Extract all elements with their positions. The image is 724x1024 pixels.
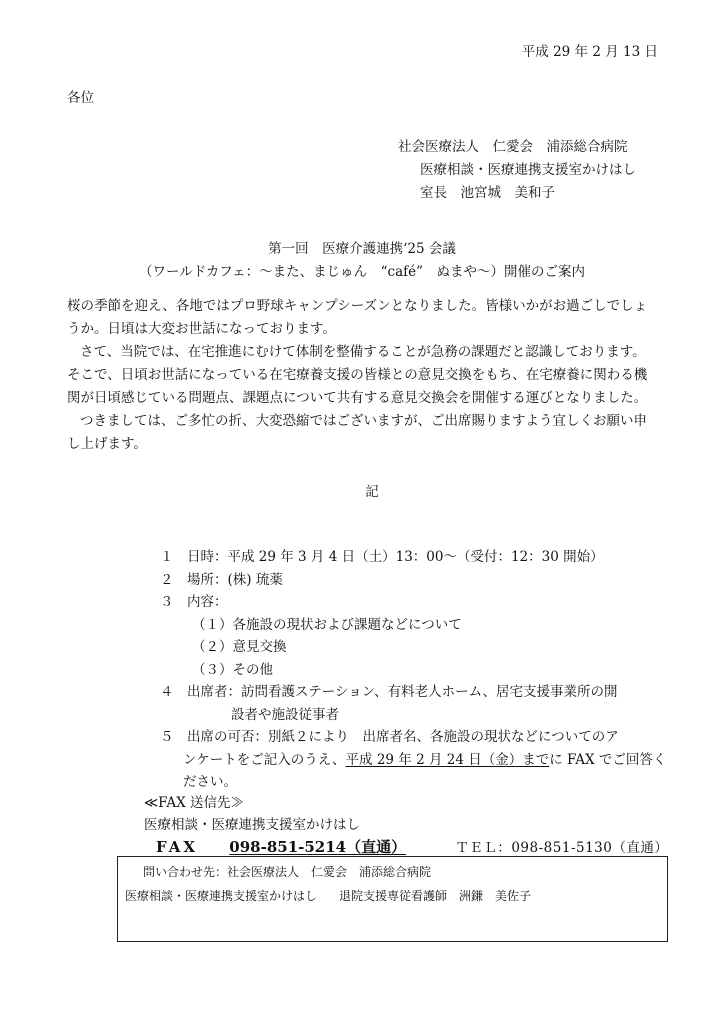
item-venue: ２ 場所：(株) 琉薬 xyxy=(160,571,283,588)
ki-heading: 記 xyxy=(365,484,379,500)
item-content-sub-2: （２）意見交換 xyxy=(192,639,287,655)
fax-section xyxy=(144,792,668,859)
sender-person: 室長 池宮城 美和子 xyxy=(420,185,555,201)
contact-box xyxy=(117,856,668,942)
item-datetime: １ 日時：平成 29 年 3 月 4 日（土）13：00～（受付：12：30 開始） xyxy=(160,549,604,565)
body-paragraph-1: 桜の季節を迎え、各地ではプロ野球キャンプシーズンとなりました。皆様いかがお過ごしでしょうか。日頃は大変お世話になっております。 xyxy=(67,298,648,337)
item-attendance-continued xyxy=(160,749,666,772)
title-line-2: （ワールドカフェ：～また、まじゅん “café” ぬまや～）開催のご案内 xyxy=(138,264,586,280)
contact-person: 退院支援専従看護師 洲鎌 美佐子 xyxy=(339,889,532,903)
letter-body xyxy=(67,295,659,456)
fax-destination: 医療相談・医療連携支援室かけはし xyxy=(144,817,360,833)
item-content-sub-1: （１）各施設の現状および課題などについて xyxy=(192,616,462,633)
fax-number: 098-851-5214（直通） xyxy=(229,838,407,856)
sender-organization: 社会医療法人 仁愛会 浦添総合病院 xyxy=(398,139,628,155)
attendance-text-b: に FAX でご回答く xyxy=(549,751,667,768)
contact-department: 医療相談・医療連携支援室かけはし xyxy=(125,889,318,903)
document-date: 平成 29 年 2 月 13 日 xyxy=(521,44,658,60)
title-line-1: 第一回 医療介護連携‘25 会議 xyxy=(268,241,456,257)
item-attendance-continued-2: ださい。 xyxy=(183,774,237,790)
item-attendees-continued: 設者や施設従事者 xyxy=(231,706,339,723)
attendance-text-a: ンケートをご記入のうえ、 xyxy=(183,751,346,768)
body-paragraph-3: つきましては、ご多忙の折、大変恐縮ではございますが、ご出席賜りますよう宜しくお願い申し上げます。 xyxy=(67,413,647,452)
tel-number: ＴＥＬ：098-851-5130（直通） xyxy=(455,840,669,856)
deadline-underlined: 平成 29 年 2 月 24 日（金）まで xyxy=(345,751,550,768)
contact-line-1: 問い合わせ先：社会医療法人 仁愛会 浦添総合病院 xyxy=(143,865,432,879)
fax-heading: ≪FAX 送信先≫ xyxy=(144,795,244,811)
body-paragraph-2: さて、当院では、在宅推進にむけて体制を整備することが急務の課題だと認識しております。そこで、日頃お世話になっている在宅療養支援の皆様との意見交換をもち、在宅療養に関わる機関が日頃感じている問題点、課題点について共有する意見交換会を開催する運びとなりました。 xyxy=(67,344,648,406)
addressee: 各位 xyxy=(67,90,94,106)
item-content: ３ 内容： xyxy=(160,594,228,610)
document-title xyxy=(0,238,724,284)
item-attendees: ４ 出席者：訪問看護ステーション、有料老人ホーム、居宅支援事業所の開 xyxy=(160,684,618,700)
sender-block xyxy=(398,136,636,205)
item-attendance: ５ 出席の可否：別紙２により 出席者名、各施設の現状などについてのア xyxy=(160,729,619,745)
item-content-sub-3: （３）その他 xyxy=(192,661,273,678)
fax-label: FAX xyxy=(156,838,199,856)
details-list xyxy=(160,546,666,794)
contact-line-2 xyxy=(125,890,531,902)
sender-department: 医療相談・医療連携支援室かけはし xyxy=(420,162,636,178)
